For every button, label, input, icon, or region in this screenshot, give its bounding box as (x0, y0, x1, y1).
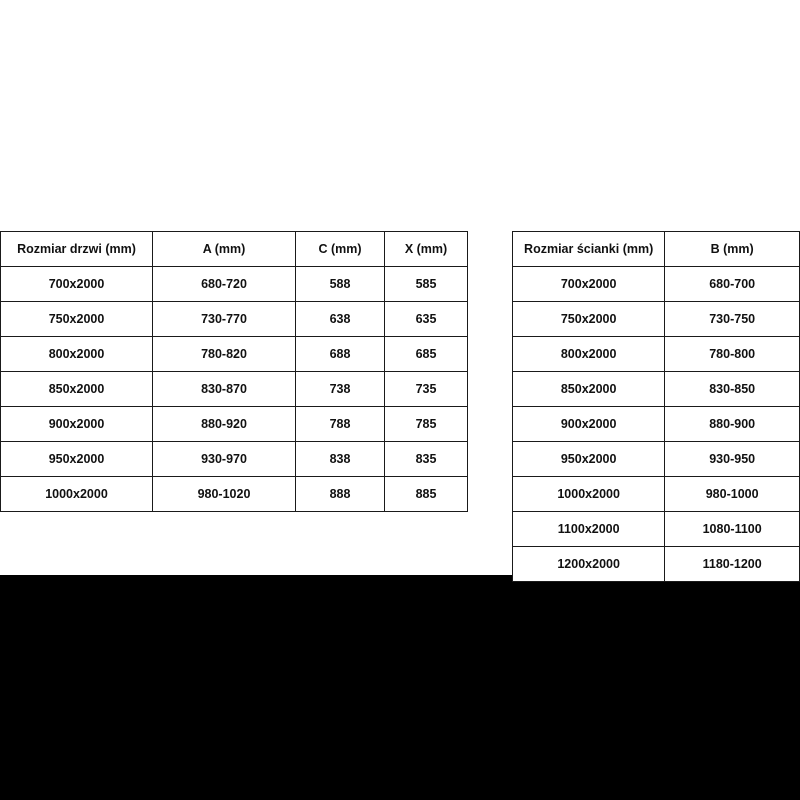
table-row (513, 372, 800, 407)
door-size-table (0, 231, 468, 512)
cell-door-size: 800x2000 (1, 337, 153, 372)
cell-b: 680-700 (665, 267, 800, 302)
cell-wall-size: 700x2000 (513, 267, 665, 302)
table-row (1, 477, 468, 512)
cell-x: 785 (385, 407, 468, 442)
column-header-x: X (mm) (385, 232, 468, 267)
wall-size-table (512, 231, 800, 582)
cell-b: 880-900 (665, 407, 800, 442)
cell-x: 835 (385, 442, 468, 477)
cell-door-size: 700x2000 (1, 267, 153, 302)
cell-door-size: 850x2000 (1, 372, 153, 407)
table-row (513, 512, 800, 547)
table-row (513, 337, 800, 372)
cell-c: 788 (296, 407, 385, 442)
cell-x: 635 (385, 302, 468, 337)
cell-wall-size: 950x2000 (513, 442, 665, 477)
cell-c: 838 (296, 442, 385, 477)
column-header-c: C (mm) (296, 232, 385, 267)
cell-b: 730-750 (665, 302, 800, 337)
column-header-b: B (mm) (665, 232, 800, 267)
cell-wall-size: 800x2000 (513, 337, 665, 372)
cell-a: 880-920 (153, 407, 296, 442)
cell-a: 980-1020 (153, 477, 296, 512)
table-row (1, 442, 468, 477)
cell-wall-size: 1200x2000 (513, 547, 665, 582)
cell-door-size: 1000x2000 (1, 477, 153, 512)
cell-wall-size: 850x2000 (513, 372, 665, 407)
table-header-row (513, 232, 800, 267)
cell-c: 638 (296, 302, 385, 337)
table-row (513, 442, 800, 477)
cell-wall-size: 1100x2000 (513, 512, 665, 547)
cell-c: 738 (296, 372, 385, 407)
cell-x: 735 (385, 372, 468, 407)
cell-a: 780-820 (153, 337, 296, 372)
cell-b: 830-850 (665, 372, 800, 407)
cell-c: 688 (296, 337, 385, 372)
table-row (513, 302, 800, 337)
cell-x: 885 (385, 477, 468, 512)
cell-a: 680-720 (153, 267, 296, 302)
table-row (513, 407, 800, 442)
column-header-wall-size: Rozmiar ścianki (mm) (513, 232, 665, 267)
table-row (1, 337, 468, 372)
table-row (1, 407, 468, 442)
cell-a: 730-770 (153, 302, 296, 337)
cell-b: 1080-1100 (665, 512, 800, 547)
table-row (1, 372, 468, 407)
cell-c: 588 (296, 267, 385, 302)
cell-x: 685 (385, 337, 468, 372)
cell-wall-size: 750x2000 (513, 302, 665, 337)
cell-b: 1180-1200 (665, 547, 800, 582)
cell-a: 830-870 (153, 372, 296, 407)
table-row (1, 267, 468, 302)
table-row (513, 547, 800, 582)
cell-door-size: 750x2000 (1, 302, 153, 337)
cell-b: 930-950 (665, 442, 800, 477)
cell-a: 930-970 (153, 442, 296, 477)
table-row (513, 477, 800, 512)
cell-b: 780-800 (665, 337, 800, 372)
cell-b: 980-1000 (665, 477, 800, 512)
cell-wall-size: 1000x2000 (513, 477, 665, 512)
cell-wall-size: 900x2000 (513, 407, 665, 442)
cell-door-size: 950x2000 (1, 442, 153, 477)
table-header-row (1, 232, 468, 267)
column-header-door-size: Rozmiar drzwi (mm) (1, 232, 153, 267)
cell-c: 888 (296, 477, 385, 512)
column-header-a: A (mm) (153, 232, 296, 267)
cell-x: 585 (385, 267, 468, 302)
cell-door-size: 900x2000 (1, 407, 153, 442)
table-row (1, 302, 468, 337)
table-row (513, 267, 800, 302)
